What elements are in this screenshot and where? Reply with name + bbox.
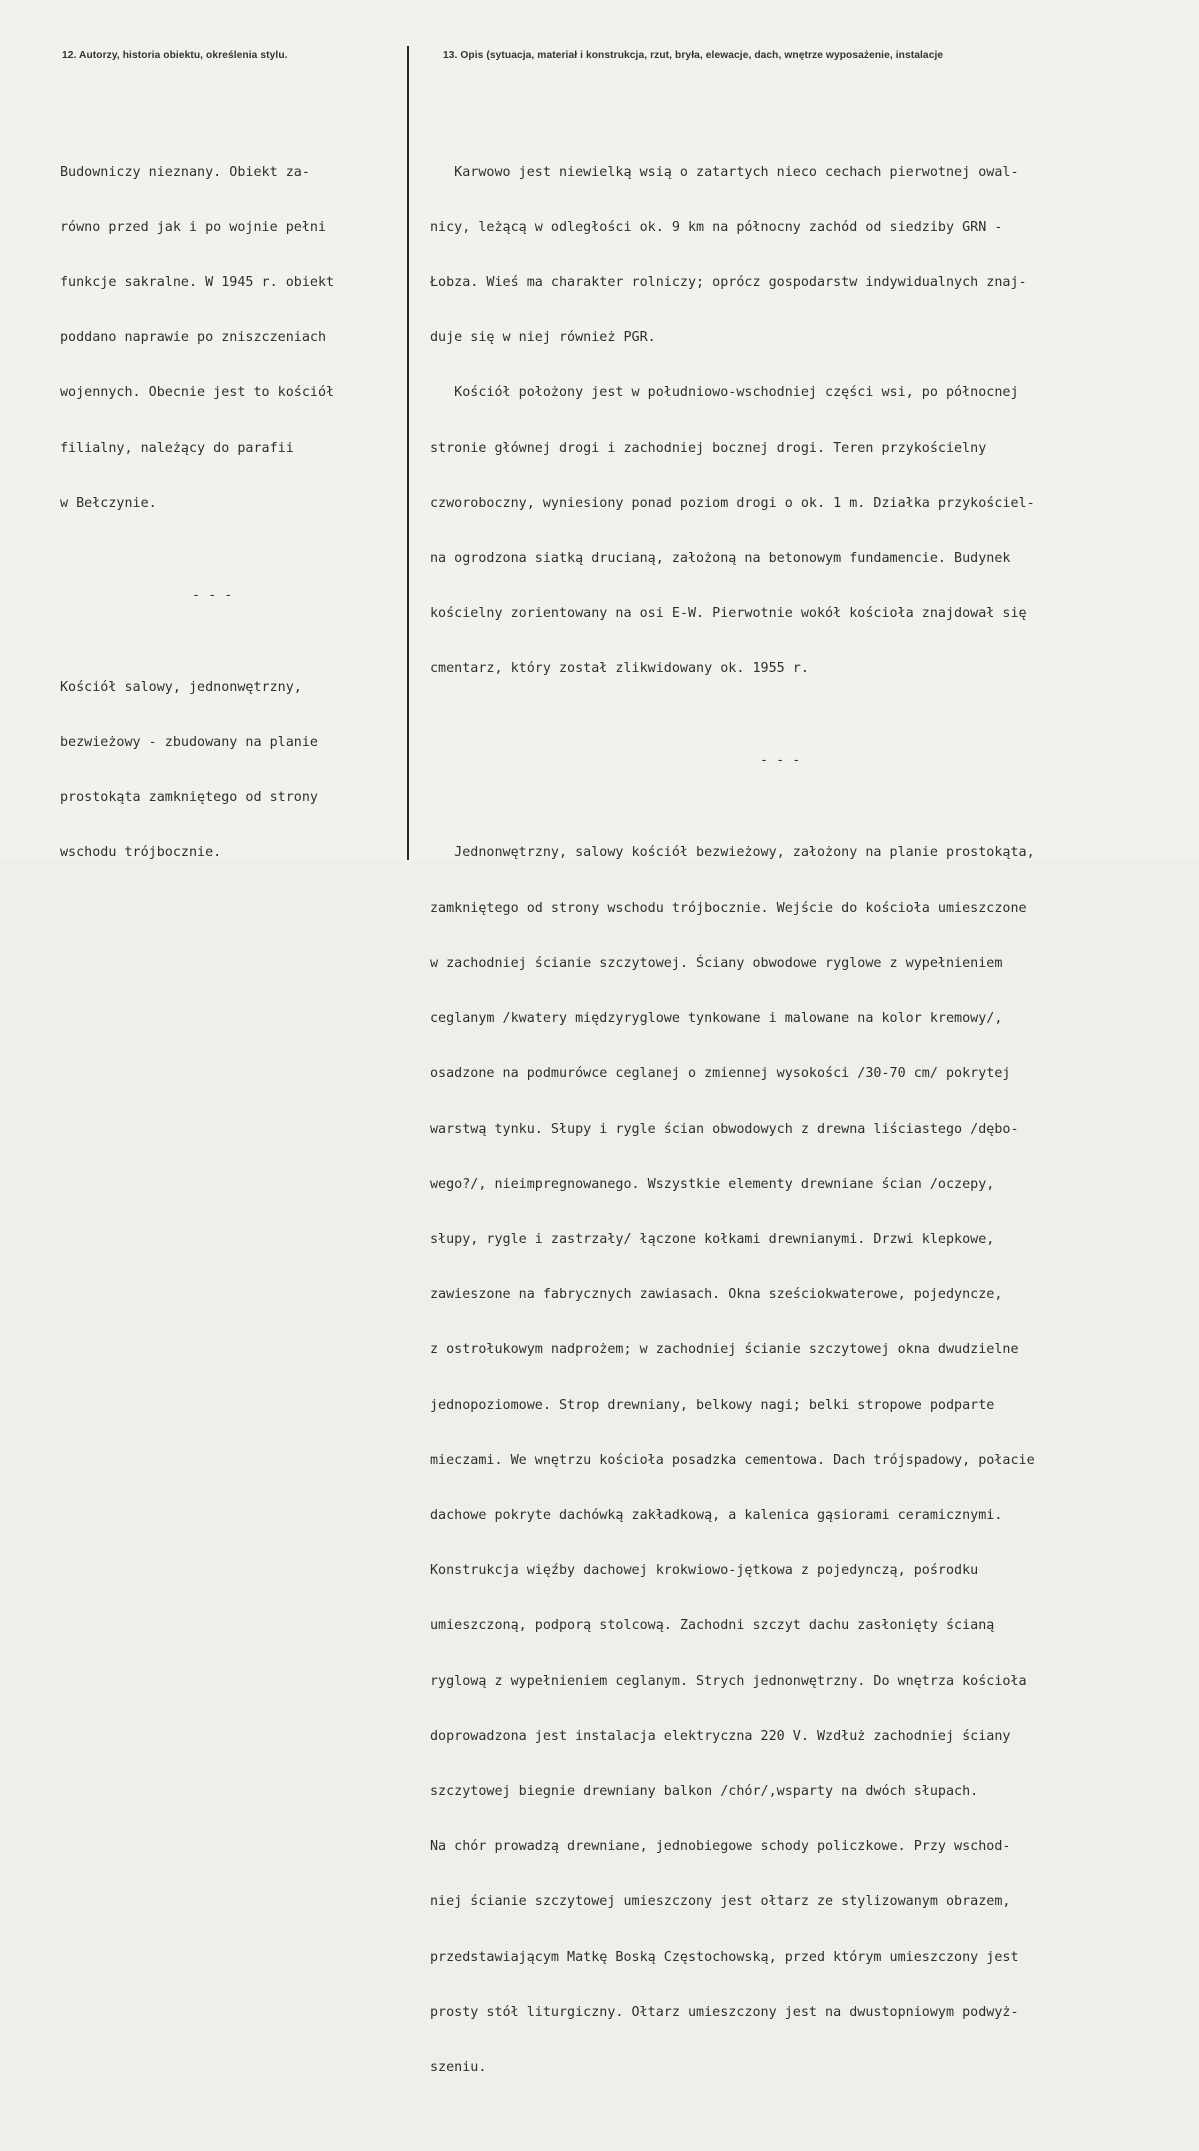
- text-line: szczytowej biegnie drewniany balkon /chór/,wsparty na dwóch słupach.: [430, 1783, 979, 1799]
- text-line: Na chór prowadzą drewniane, jednobiegowe schody policzkowe. Przy wschod-: [430, 1839, 1011, 1855]
- text-line: wojennych. Obecnie jest to kościół: [60, 385, 335, 401]
- text-line: prosty stół liturgiczny. Ołtarz umieszczony jest na dwustopniowym podwyż-: [430, 2004, 1019, 2020]
- history-paragraph: [60, 127, 334, 550]
- text-line: ceglanym /kwatery międzyryglowe tynkowane i malowane na kolor kremowy/,: [430, 1011, 1003, 1027]
- text-line: Jednonwętrzny, salowy kościół bezwieżowy, założony na planie prostokąta,: [430, 845, 1035, 861]
- text-line: mieczami. We wnętrzu kościoła posadzka cementowa. Dach trójspadowy, połacie: [430, 1452, 1035, 1468]
- text-line: nicy, leżącą w odległości ok. 9 km na północny zachód od siedziby GRN -: [430, 219, 1003, 235]
- text-line: poddano naprawie po zniszczeniach: [60, 330, 327, 346]
- section-separator: - - -: [192, 587, 233, 603]
- text-line: przedstawiającym Matkę Boską Częstochowską, przed którym umieszczony jest: [430, 1949, 1019, 1965]
- text-line: Konstrukcja więźby dachowej krokwiowo-jętkowa z pojedynczą, pośrodku: [430, 1563, 979, 1579]
- text-line: zamkniętego od strony wschodu trójbocznie. Wejście do kościoła umieszczone: [430, 900, 1027, 916]
- text-line: filialny, należący do parafii: [60, 440, 294, 456]
- authors-history-column: [60, 90, 334, 937]
- text-line: niej ścianie szczytowej umieszczony jest ołtarz ze stylizowanym obrazem,: [430, 1894, 1011, 1910]
- text-line: zawieszone na fabrycznych zawiasach. Okna sześciokwaterowe, pojedyncze,: [430, 1287, 1003, 1303]
- text-line: osadzone na podmurówce ceglanej o zmiennej wysokości /30-70 cm/ pokrytej: [430, 1066, 1011, 1082]
- text-line: równo przed jak i po wojnie pełni: [60, 219, 327, 235]
- text-line: bezwieżowy - zbudowany na planie: [60, 735, 318, 751]
- section-separator: - - -: [760, 753, 801, 769]
- text-line: cmentarz, który został zlikwidowany ok. 1955 r.: [430, 661, 809, 677]
- text-line: Kościół położony jest w południowo-wschodniej części wsi, po północnej: [430, 385, 1019, 401]
- text-line: szeniu.: [430, 2059, 487, 2075]
- text-line: wego?/, nieimpregnowanego. Wszystkie elementy drewniane ścian /oczepy,: [430, 1176, 995, 1192]
- text-line: umieszczoną, podporą stolcową. Zachodni szczyt dachu zasłonięty ścianą: [430, 1618, 995, 1634]
- section-12-heading: 12. Autorzy, historia obiektu, określenia stylu.: [62, 50, 288, 61]
- text-line: w zachodniej ścianie szczytowej. Ściany obwodowe ryglowe z wypełnieniem: [430, 955, 1003, 971]
- text-line: z ostrołukowym nadprożem; w zachodniej ścianie szczytowej okna dwudzielne: [430, 1342, 1019, 1358]
- text-line: wschodu trójbocznie.: [60, 845, 222, 861]
- text-line: na ogrodzona siatką drucianą, założoną na betonowym fundamencie. Budynek: [430, 551, 1011, 567]
- column-divider: [407, 46, 409, 860]
- text-line: Karwowo jest niewielką wsią o zatartych nieco cechach pierwotnej owal-: [430, 164, 1019, 180]
- text-line: Kościół salowy, jednonwętrzny,: [60, 679, 302, 695]
- construction-paragraph: [430, 808, 1035, 2114]
- text-line: warstwą tynku. Słupy i rygle ścian obwodowych z drewna liściastego /dębo-: [430, 1121, 1019, 1137]
- section-13-heading: 13. Opis (sytuacja, materiał i konstrukcja, rzut, bryła, elewacje, dach, wnętrze wyposażenie, instalacje: [443, 50, 944, 61]
- style-paragraph: [60, 642, 334, 900]
- location-paragraph: [430, 127, 1035, 716]
- text-line: czworoboczny, wyniesiony ponad poziom drogi o ok. 1 m. Działka przykościel-: [430, 495, 1035, 511]
- text-line: Łobza. Wieś ma charakter rolniczy; oprócz gospodarstw indywidualnych znaj-: [430, 275, 1027, 291]
- text-line: jednopoziomowe. Strop drewniany, belkowy nagi; belki stropowe podparte: [430, 1397, 995, 1413]
- text-line: prostokąta zamkniętego od strony: [60, 790, 318, 806]
- text-line: dachowe pokryte dachówką zakładkową, a kalenica gąsiorami ceramicznymi.: [430, 1507, 1003, 1523]
- text-line: słupy, rygle i zastrzały/ łączone kołkami drewnianymi. Drzwi klepkowe,: [430, 1231, 995, 1247]
- text-line: doprowadzona jest instalacja elektryczna 220 V. Wzdłuż zachodniej ściany: [430, 1728, 1011, 1744]
- text-line: ryglową z wypełnieniem ceglanym. Strych jednonwętrzny. Do wnętrza kościoła: [430, 1673, 1027, 1689]
- description-column: [430, 90, 1035, 2151]
- text-line: duje się w niej również PGR.: [430, 330, 656, 346]
- text-line: Budowniczy nieznany. Obiekt za-: [60, 164, 310, 180]
- text-line: kościelny zorientowany na osi E-W. Pierwotnie wokół kościoła znajdował się: [430, 606, 1027, 622]
- text-line: w Bełczynie.: [60, 495, 157, 511]
- text-line: funkcje sakralne. W 1945 r. obiekt: [60, 275, 335, 291]
- text-line: stronie głównej drogi i zachodniej bocznej drogi. Teren przykościelny: [430, 440, 987, 456]
